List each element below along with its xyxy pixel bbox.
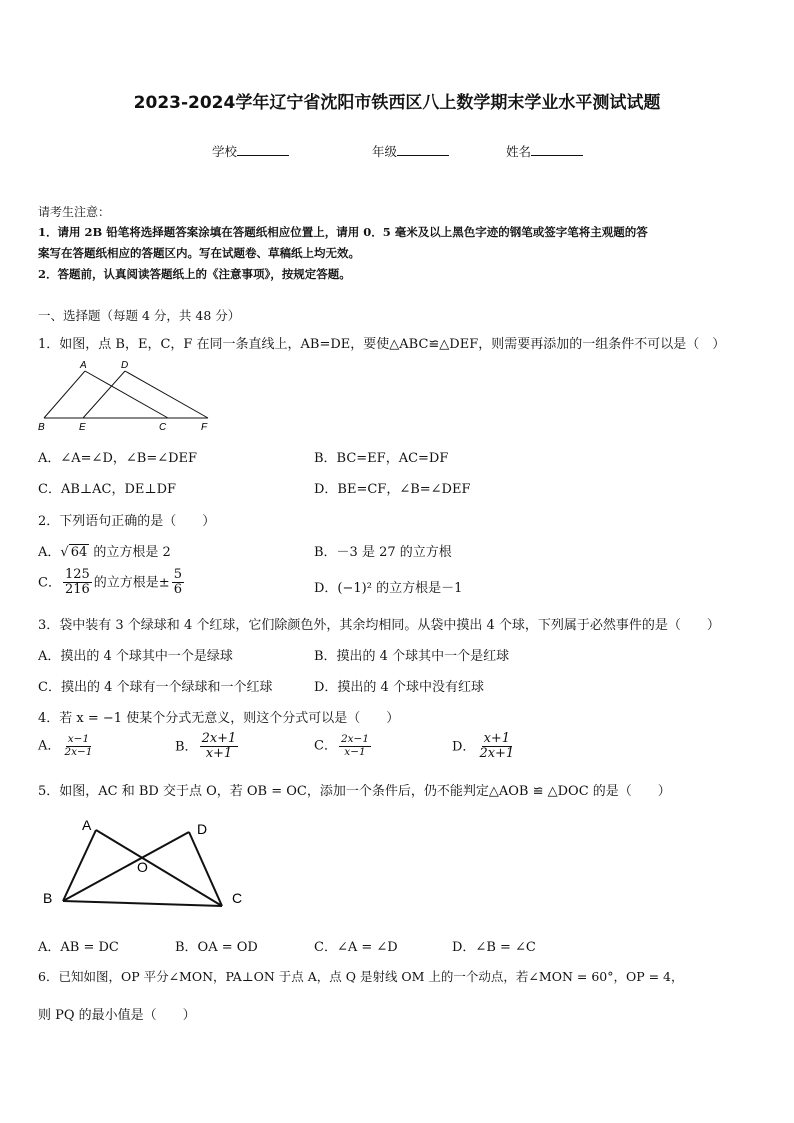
q4-option-b bbox=[175, 732, 240, 762]
q1-option-a: A．∠A=∠D，∠B=∠DEF bbox=[38, 451, 198, 466]
q4-d-num: x+1 bbox=[483, 731, 511, 746]
q5-label-a: A bbox=[82, 817, 92, 833]
q2-a-radicand: 64 bbox=[70, 545, 88, 560]
grade-label: 年级 bbox=[372, 144, 398, 159]
notice-line1b: 案写在答题纸相应的答题区内。写在试题卷、草稿纸上均无效。 bbox=[38, 246, 360, 260]
page-title: 2023-2024学年辽宁省沈阳市铁西区八上数学期末学业水平测试试题 bbox=[133, 93, 661, 113]
q2-option-c bbox=[38, 568, 186, 598]
q5-seg-bd bbox=[63, 832, 189, 901]
q1-option-c: C．AB⊥AC，DE⊥DF bbox=[38, 482, 177, 497]
q4-c-fraction bbox=[339, 734, 371, 758]
q5-seg-bc bbox=[63, 901, 222, 906]
q4-b-num: 2x+1 bbox=[201, 731, 237, 746]
q4-a-den: 2x−1 bbox=[64, 745, 93, 758]
q2-option-b: B．－3 是 27 的立方根 bbox=[314, 545, 452, 560]
q5-option-a: A．AB = DC bbox=[38, 940, 119, 955]
q4-a-label: A． bbox=[38, 738, 61, 754]
q5-option-c: C．∠A = ∠D bbox=[314, 940, 398, 955]
q2-option-a: A．√ 64 的立方根是 2 bbox=[38, 545, 171, 560]
q3-option-d: D．摸出的 4 个球中没有红球 bbox=[314, 680, 484, 695]
q1-seg-ed bbox=[83, 371, 125, 418]
q4-option-d bbox=[452, 732, 518, 762]
q5-figure bbox=[36, 812, 256, 912]
notice-heading: 请考生注意： bbox=[38, 205, 111, 219]
q6-line1: 6．已知如图，OP 平分∠MON，PA⊥ON 于点 A，点 Q 是射线 OM 上的一个动点，若∠MON = 60°，OP = 4， bbox=[38, 969, 684, 984]
q1-seg-df bbox=[125, 371, 208, 418]
name-field bbox=[506, 142, 583, 160]
q4-a-num: x−1 bbox=[67, 733, 90, 745]
school-blank bbox=[237, 143, 289, 156]
q2-c-num: 125 bbox=[64, 567, 90, 582]
q5-seg-ac bbox=[96, 830, 222, 906]
q2-c-fraction bbox=[63, 568, 92, 598]
q5-label-d: D bbox=[197, 821, 208, 837]
section-heading: 一、选择题（每题 4 分，共 48 分） bbox=[38, 308, 241, 323]
q3-stem: 3．袋中装有 3 个绿球和 4 个红球，它们除颜色外，其余均相同。从袋中摸出 4 个球，下列属于必然事件的是（ ） bbox=[38, 618, 720, 633]
q1-seg-ac bbox=[85, 371, 168, 418]
q2-c-fraction2 bbox=[172, 568, 184, 598]
name-blank bbox=[531, 143, 583, 156]
q2-c-num2: 5 bbox=[173, 567, 182, 582]
q4-d-fraction bbox=[477, 732, 516, 762]
q5-label-b: B bbox=[43, 890, 53, 906]
q4-stem: 4．若 x = −1 使某个分式无意义，则这个分式可以是（ ） bbox=[38, 711, 400, 726]
q2-stem: 2．下列语句正确的是（ ） bbox=[38, 514, 216, 529]
q1-seg-ab bbox=[44, 371, 85, 418]
q2-c-prefix: C． bbox=[38, 575, 61, 591]
school-field bbox=[212, 142, 289, 160]
q1-label-e: E bbox=[79, 422, 86, 433]
q4-d-den: 2x+1 bbox=[479, 746, 515, 762]
q1-label-f: F bbox=[201, 422, 208, 433]
notice-line2: 2．答题前，认真阅读答题纸上的《注意事项》，按规定答题。 bbox=[38, 267, 351, 281]
school-label: 学校 bbox=[212, 144, 238, 159]
grade-blank bbox=[397, 143, 449, 156]
q5-label-o: O bbox=[137, 859, 148, 875]
q6-line2: 则 PQ 的最小值是（ ） bbox=[38, 1008, 196, 1023]
q1-label-a: A bbox=[80, 360, 87, 371]
q4-b-label: B． bbox=[175, 739, 198, 755]
q1-stem: 1．如图，点 B，E，C，F 在同一条直线上，AB=DE，要使△ABC≌△DEF，则需要再添加的一组条件不可以是（ ） bbox=[38, 337, 726, 352]
q5-stem: 5．如图，AC 和 BD 交于点 O，若 OB = OC，添加一个条件后，仍不能判定△AOB ≌ △DOC 的是（ ） bbox=[38, 784, 671, 799]
notice-line1a: 1．请用 2B 铅笔将选择题答案涂填在答题纸相应位置上，请用 0．5 毫米及以上黑色字迹的钢笔或签字笔将主观题的答 bbox=[38, 225, 648, 239]
q5-seg-ab bbox=[63, 830, 96, 901]
q4-c-label: C． bbox=[314, 738, 337, 754]
q2-a-suffix: 的立方根是 2 bbox=[93, 545, 171, 560]
q3-option-b: B．摸出的 4 个球其中一个是红球 bbox=[314, 649, 510, 664]
q3-option-c: C．摸出的 4 个球有一个绿球和一个红球 bbox=[38, 680, 273, 695]
q4-a-fraction bbox=[62, 734, 94, 758]
q1-label-d: D bbox=[121, 360, 129, 371]
q1-option-d: D．BE=CF，∠B=∠DEF bbox=[314, 482, 471, 497]
q1-option-b: B．BC=EF，AC=DF bbox=[314, 451, 449, 466]
q5-option-b: B．OA = OD bbox=[175, 940, 258, 955]
q4-b-fraction bbox=[200, 732, 239, 762]
q2-c-mid: 的立方根是± bbox=[93, 575, 170, 591]
q4-c-den: x−1 bbox=[344, 745, 366, 758]
q4-d-label: D． bbox=[452, 739, 476, 755]
q5-option-d: D．∠B = ∠C bbox=[452, 940, 536, 955]
q1-label-b: B bbox=[38, 422, 45, 433]
q4-option-a bbox=[38, 734, 96, 758]
q2-a-prefix: A． bbox=[38, 545, 61, 560]
q2-option-d: D．(−1)² 的立方根是－1 bbox=[314, 581, 463, 596]
q1-label-c: C bbox=[159, 422, 167, 433]
q4-option-c bbox=[314, 734, 373, 758]
q1-figure bbox=[36, 358, 216, 434]
q3-option-a: A．摸出的 4 个球其中一个是绿球 bbox=[38, 649, 233, 664]
q4-b-den: x+1 bbox=[205, 746, 233, 762]
q4-c-num: 2x−1 bbox=[340, 733, 370, 745]
q2-c-den2: 6 bbox=[173, 582, 182, 598]
q2-c-den: 216 bbox=[64, 582, 90, 598]
name-label: 姓名 bbox=[506, 144, 532, 159]
q5-label-c: C bbox=[232, 890, 243, 906]
grade-field bbox=[372, 142, 449, 160]
